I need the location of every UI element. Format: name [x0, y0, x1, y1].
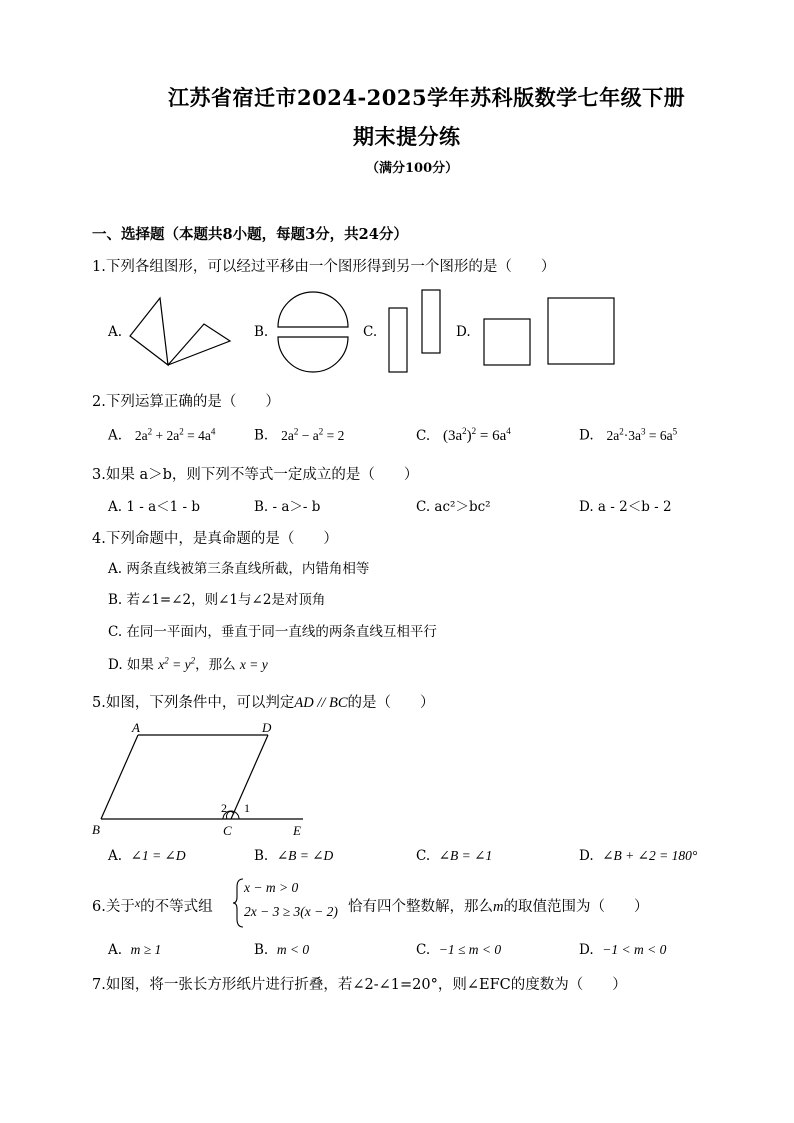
q6-option-b: B. m < 0 [254, 942, 310, 958]
point-a-label: A [132, 720, 140, 735]
q6-option-d: D. −1 < m < 0 [579, 942, 667, 958]
q1-option-c-figure [385, 287, 445, 377]
q1-option-b-figure [275, 293, 351, 373]
question-7-stem: 7.如图，将一张长方形纸片进行折叠，若∠2-∠1=20°，则∠EFC的度数为（ ） [92, 977, 627, 993]
q2-option-c: C. $(3a^2)^2 = 6a^4$ [416, 426, 511, 444]
question-6-stem-lead: 6.关于$^x$的不等式组 [92, 896, 213, 915]
q1-option-c-label: C. [363, 324, 378, 340]
angle-1-label: 1 [244, 801, 250, 815]
full-score-note: （满分100分） [366, 161, 459, 176]
point-e-label: E [293, 823, 301, 838]
q6-option-c: C. −1 ≤ m < 0 [416, 942, 502, 958]
angle-2-label: 2 [221, 801, 227, 815]
q2-option-a: A. $2a^2 + 2a^2 = 4a^4$ [108, 426, 216, 444]
q4-option-b: B. 若∠1=∠2，则∠1与∠2是对顶角 [108, 592, 326, 608]
point-c-label: C [223, 823, 232, 838]
q3-option-b: B. - a＞- b [254, 499, 321, 515]
q1-option-d-label: D. [456, 324, 471, 340]
q5-option-c: C. ∠B = ∠1 [416, 848, 493, 864]
q1-option-a-figure [128, 295, 238, 375]
q1-option-b-label: B. [254, 324, 269, 340]
point-b-label: B [92, 822, 100, 837]
q3-option-d: D. a - 2＜b - 2 [579, 499, 672, 515]
q5-option-a: A. ∠1 = ∠D [108, 848, 186, 864]
section-heading: 一、选择题（本题共8小题，每题3分，共24分） [92, 226, 408, 243]
q4-option-d: D. 如果 $x^2 = y^2$，那么 x = y [108, 655, 268, 673]
question-1-stem: 1.下列各组图形，可以经过平移由一个图形得到另一个图形的是（ ） [92, 259, 556, 275]
page-subtitle: 期末提分练 [353, 124, 461, 149]
question-5-stem: 5.如图，下列条件中，可以判定AD // BC的是（ ） [92, 695, 435, 711]
q5-option-d: D. ∠B + ∠2 = 180° [579, 848, 698, 864]
q3-option-c: C. ac²＞bc² [416, 499, 491, 515]
question-6-stem-tail: 恰有四个整数解，那么m的取值范围为（ ） [348, 899, 649, 915]
q4-option-a: A. 两条直线被第三条直线所截，内错角相等 [108, 561, 370, 577]
q1-option-a-label: A. [108, 324, 123, 340]
inequality-1: x − m > 0 [244, 880, 299, 895]
q6-option-a: A. m ≥ 1 [108, 942, 162, 958]
q5-parallelogram-figure [88, 722, 318, 840]
q5-option-b: B. ∠B = ∠D [254, 848, 334, 864]
q2-option-b: B. $2a^2 - a^2 = 2$ [254, 426, 345, 444]
inequality-2: 2x − 3 ≥ 3(x − 2) [244, 904, 338, 919]
question-3-stem: 3.如果 a＞b，则下列不等式一定成立的是（ ） [92, 467, 419, 483]
q4-option-c: C. 在同一平面内，垂直于同一直线的两条直线互相平行 [108, 624, 437, 640]
q1-option-d-figure [480, 294, 620, 370]
question-4-stem: 4.下列命题中，是真命题的是（ ） [92, 531, 338, 547]
q3-option-a: A. 1 - a＜1 - b [108, 499, 200, 515]
page-title: 江苏省宿迁市2024-2025学年苏科版数学七年级下册 [168, 85, 686, 110]
point-d-label: D [262, 720, 272, 735]
question-2-stem: 2.下列运算正确的是（ ） [92, 394, 280, 410]
q2-option-d: D. $2a^2\cdot 3a^3 = 6a^5$ [579, 426, 678, 444]
